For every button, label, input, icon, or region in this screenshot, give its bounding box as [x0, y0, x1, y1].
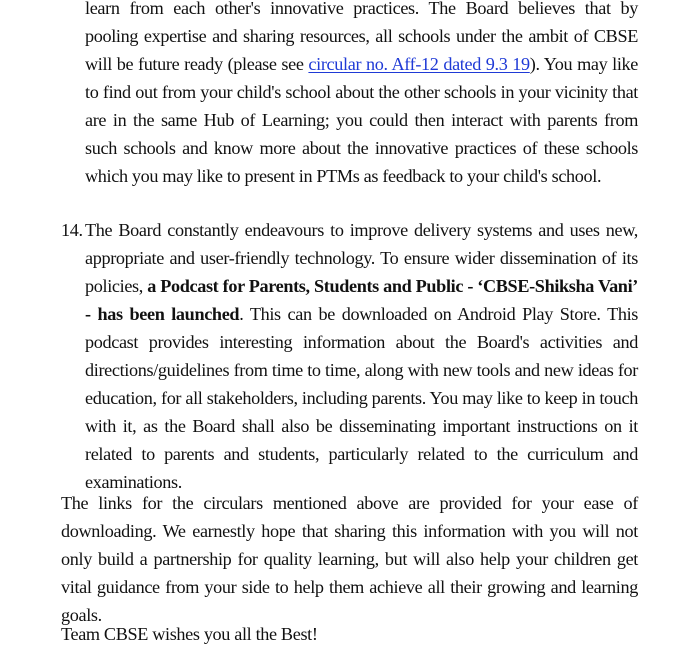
list-item-14 [85, 216, 638, 496]
signoff: Team CBSE wishes you all the Best! [61, 624, 318, 644]
circular-aff-12-link[interactable]: circular no. Aff-12 dated 9.3 19 [308, 54, 530, 74]
item13-text-before-link: learn from each other's innovative practices. The Board believes that by pooling expertise and sharing resources, all schools under the ambit of CBSE will be future ready (please see [85, 0, 638, 74]
item14-text-2: . This can be downloaded on Android Play Store. This podcast provides interesting information about the Board's activities and directions/guidelines from time to time, along with new tools and new ideas for education, for all stakeholders, including parents. You may like to keep in touch with it, as the Board shall also be disseminating important instructions on it related to parents and students, particularly related to the curriculum and examinations. [85, 304, 638, 492]
item13-text-after-link: ). You may like to find out from your child's school about the other schools in your vicinity that are in the same Hub of Learning; you could then interact with parents from such schools and know more about the innovative practices of these schools which you may like to present in PTMs as feedback to your child's school. [85, 54, 639, 186]
list-item-13-continued [85, 0, 638, 190]
closing-paragraph: The links for the circulars mentioned above are provided for your ease of downloading. We earnestly hope that sharing this information with you will not only build a partnership for quality learning, but will also help your children get vital guidance from your side to help them achieve all their growing and learning goals. [61, 493, 638, 625]
list-item-14-number: 14. [61, 220, 83, 240]
item14-text-1: The Board constantly endeavours to improve delivery systems and uses new, appropriate and user-friendly technology. To ensure wider dissemination of its policies, [85, 220, 638, 296]
podcast-announcement-bold: a Podcast for Parents, Students and Public - ‘CBSE-Shiksha Vani’ - has been launched [85, 276, 638, 324]
